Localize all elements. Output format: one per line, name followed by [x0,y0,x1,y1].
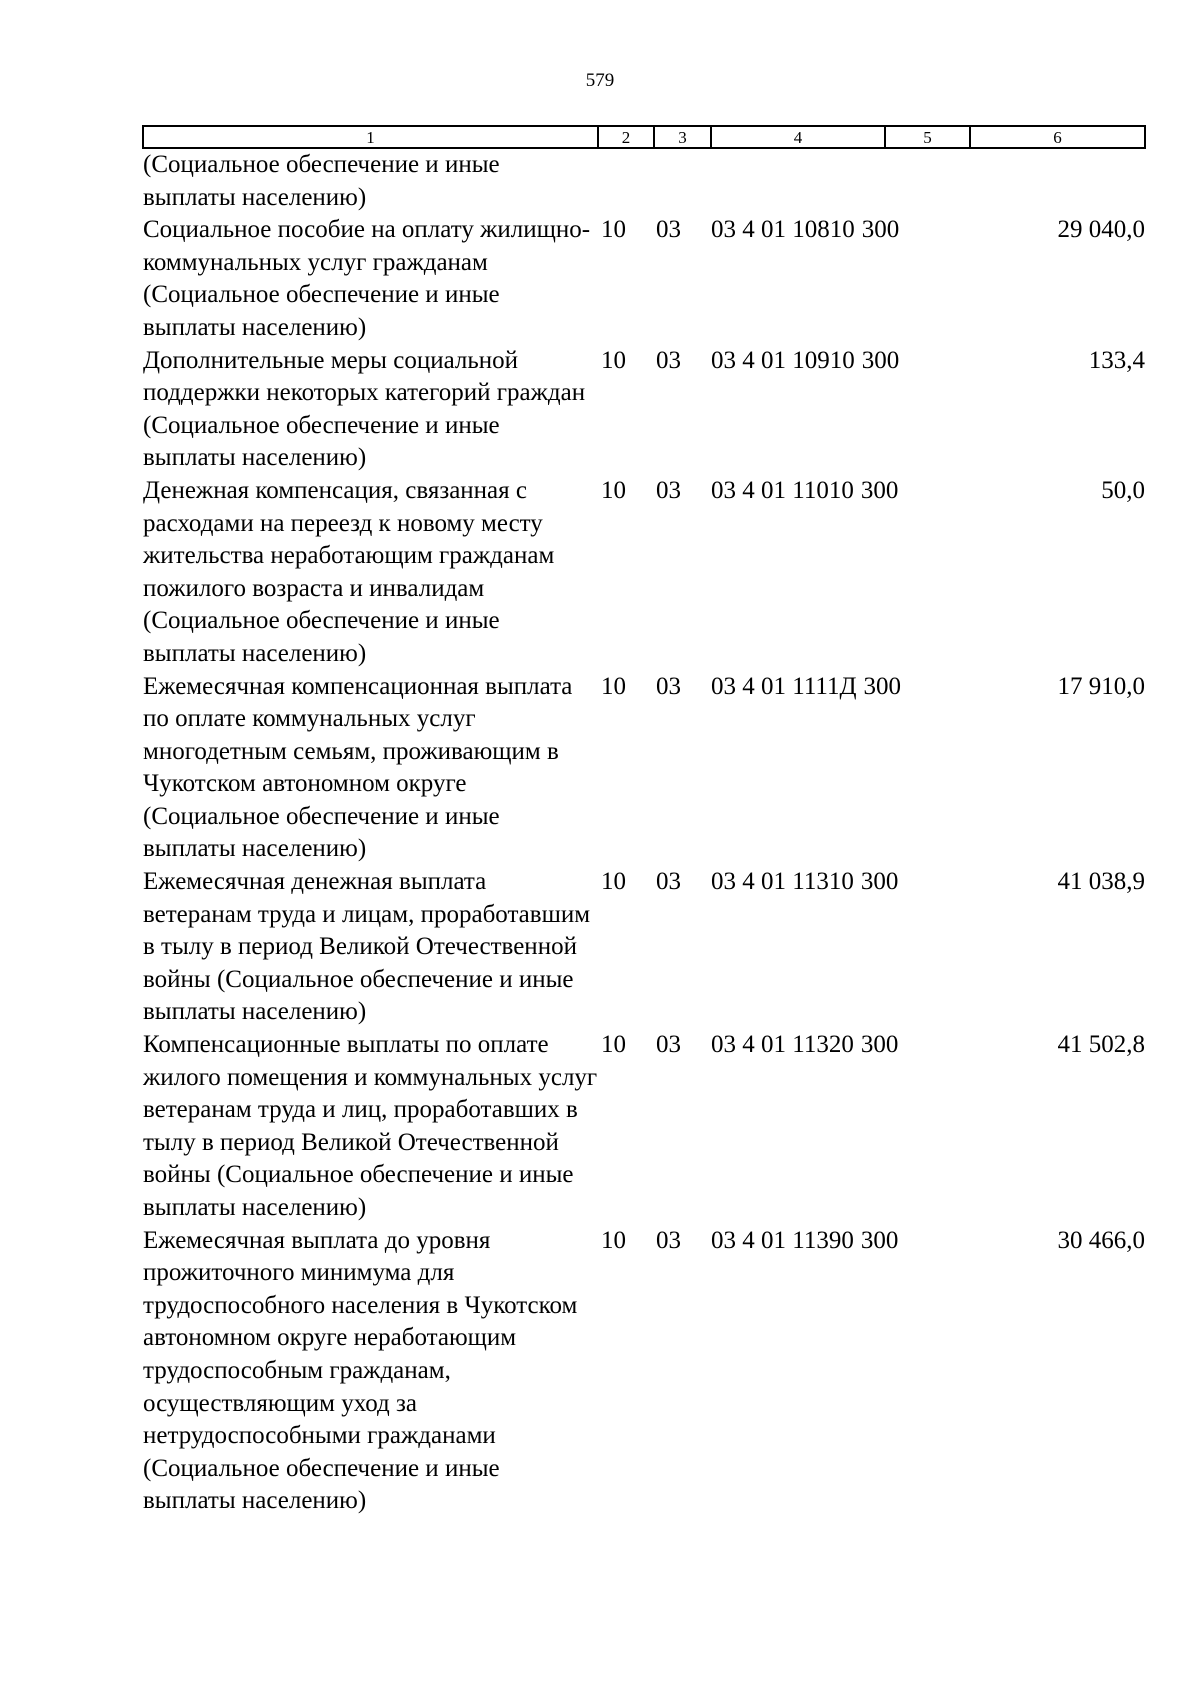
column-header-6: 6 [970,126,1145,148]
row-amount: 30 466,0 [1057,1226,1145,1254]
row-name: Денежная компенсация, связанная с расходами на переезд к новому месту жительства неработающим гражданам пожилого возраста и инвалидам (Социальное обеспечение и иные выплаты населению) [143,476,555,667]
row-expense-type: 300 [860,1226,899,1254]
row-code: 03 4 01 10910 [711,346,855,374]
table-row [143,1029,1145,1225]
table-header-row [143,126,1145,148]
row-name: Дополнительные меры социальной поддержки некоторых категорий граждан (Социальное обеспечение и иные выплаты населению) [143,346,586,472]
row-section: 10 [601,868,626,896]
column-header-2: 2 [598,126,654,148]
row-subsection: 03 [656,868,681,896]
row-subsection: 03 [656,346,681,374]
table-row [143,866,1145,1029]
budget-table [142,125,1146,1518]
row-amount: 133,4 [1088,346,1145,374]
continuation-text: (Социальное обеспечение и иные выплаты населению) [143,151,500,211]
table-row [143,214,1145,344]
row-section: 10 [601,216,626,244]
column-header-3: 3 [654,126,711,148]
page-number: 579 [585,70,615,91]
row-amount: 17 910,0 [1057,672,1145,700]
continuation-row [143,148,1145,214]
table-row [143,475,1145,671]
row-name: Компенсационные выплаты по оплате жилого помещения и коммунальных услуг ветеранам труда и лиц, проработавших в тылу в период Великой Отечественной войны (Социальное обеспечение и иные выплаты населению) [143,1031,598,1221]
row-name: Ежемесячная выплата до уровня прожиточного минимума для трудоспособного населения в Чукотском автономном округе неработающим трудоспособным гражданам, осуществляющим уход за нетрудоспособными гражданами (Социальное обеспечение и иные выплаты населению) [143,1226,578,1515]
row-section: 10 [601,1031,626,1059]
row-expense-type: 300 [861,216,900,244]
row-expense-type: 300 [863,672,902,700]
row-section: 10 [601,1226,626,1254]
row-section: 10 [601,476,626,504]
row-amount: 41 502,8 [1057,1031,1145,1059]
row-code: 03 4 01 11310 [711,868,854,896]
row-expense-type: 300 [860,1031,899,1059]
column-header-4: 4 [711,126,885,148]
row-name: Социальное пособие на оплату жилищно-коммунальных услуг гражданам (Социальное обеспечение и иные выплаты населению) [143,216,591,341]
column-header-1: 1 [143,126,598,148]
row-code: 03 4 01 10810 [711,216,855,244]
row-name: Ежемесячная компенсационная выплата по оплате коммунальных услуг многодетным семьям, проживающим в Чукотском автономном округе (Социальное обеспечение и иные выплаты населению) [143,672,573,863]
row-subsection: 03 [656,672,681,700]
row-subsection: 03 [656,476,681,504]
column-header-5: 5 [885,126,970,148]
row-code: 03 4 01 11320 [711,1031,854,1059]
row-amount: 29 040,0 [1057,216,1145,244]
row-code: 03 4 01 11010 [711,476,854,504]
row-subsection: 03 [656,216,681,244]
row-expense-type: 300 [861,346,900,374]
row-amount: 50,0 [1101,476,1145,504]
row-expense-type: 300 [860,476,899,504]
row-name: Ежемесячная денежная выплата ветеранам труда и лицам, проработавшим в тылу в период Великой Отечественной войны (Социальное обеспечение и иные выплаты населению) [143,868,591,1026]
table-row [143,345,1145,475]
row-expense-type: 300 [860,868,899,896]
row-section: 10 [601,672,626,700]
table-row [143,671,1145,867]
row-subsection: 03 [656,1031,681,1059]
table-row [143,1225,1145,1518]
row-section: 10 [601,346,626,374]
row-code: 03 4 01 1111Д [711,672,857,700]
row-subsection: 03 [656,1226,681,1254]
row-code: 03 4 01 11390 [711,1226,854,1254]
row-amount: 41 038,9 [1057,868,1145,896]
